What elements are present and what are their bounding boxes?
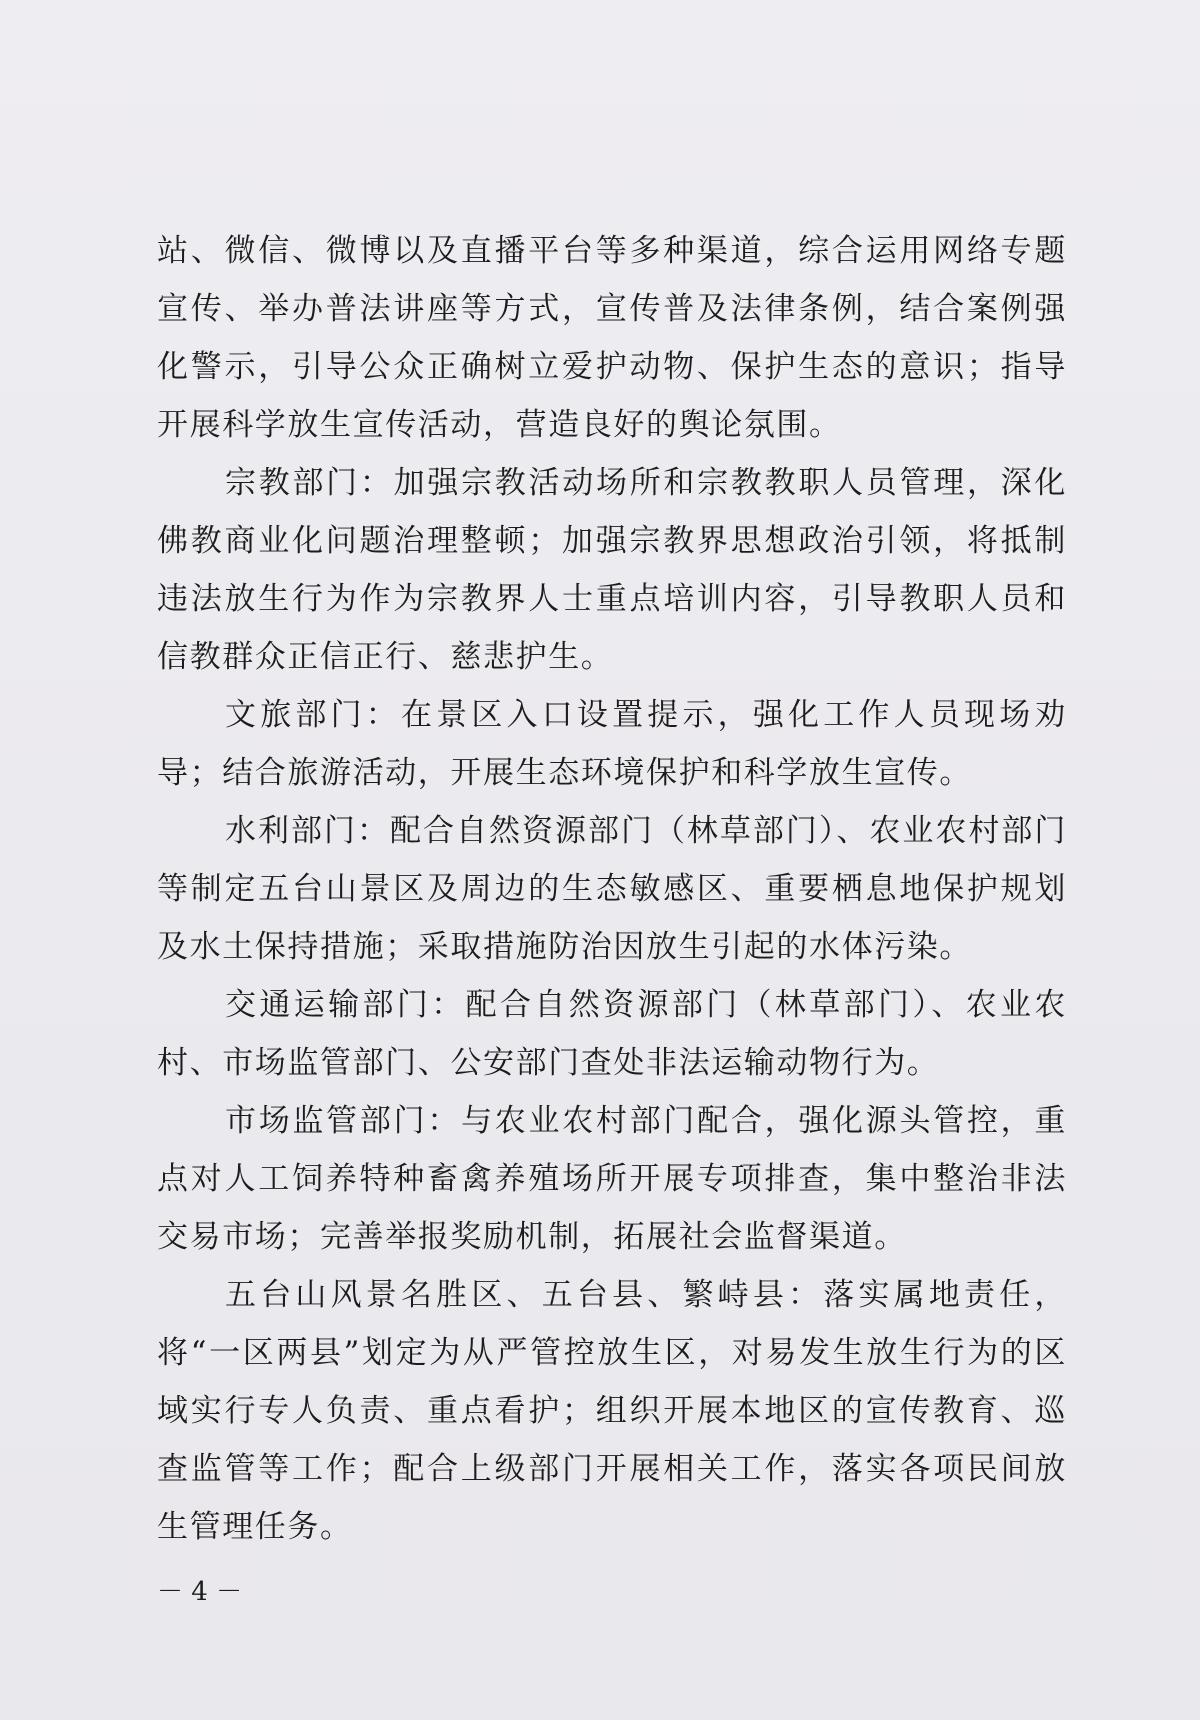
paragraph-transportation-department: 交通运输部门：配合自然资源部门（林草部门）、农业农村、市场监管部门、公安部门查处非法运输动物行为。	[157, 987, 1067, 1081]
paragraph-religion-department: 宗教部门：加强宗教活动场所和宗教教职人员管理，深化佛教商业化问题治理整顿；加强宗教界思想政治引领，将抵制违法放生行为作为宗教界人士重点培训内容，引导教职人员和信教群众正信正行、慈悲护生。	[157, 465, 1067, 675]
page-number: － 4 －	[157, 1577, 243, 1607]
document-body	[157, 222, 1067, 1556]
paragraph-market-regulation-department: 市场监管部门：与农业农村部门配合，强化源头管控，重点对人工饲养特种畜禽养殖场所开展专项排查，集中整治非法交易市场；完善举报奖励机制，拓展社会监督渠道。	[157, 1103, 1067, 1255]
paragraph-publicity-continued: 站、微信、微博以及直播平台等多种渠道，综合运用网络专题宣传、举办普法讲座等方式，宣传普及法律条例，结合案例强化警示，引导公众正确树立爱护动物、保护生态的意识；指导开展科学放生宣传活动，营造良好的舆论氛围。	[157, 233, 1067, 443]
paragraph-culture-tourism-department: 文旅部门：在景区入口设置提示，强化工作人员现场劝导；结合旅游活动，开展生态环境保护和科学放生宣传。	[157, 697, 1067, 791]
paragraph-water-resources-department: 水利部门：配合自然资源部门（林草部门）、农业农村部门等制定五台山景区及周边的生态敏感区、重要栖息地保护规划及水土保持措施；采取措施防治因放生引起的水体污染。	[157, 813, 1067, 965]
paragraph-wutaishan-counties: 五台山风景名胜区、五台县、繁峙县：落实属地责任，将“一区两县”划定为从严管控放生区，对易发生放生行为的区域实行专人负责、重点看护；组织开展本地区的宣传教育、巡查监管等工作；配合上级部门开展相关工作，落实各项民间放生管理任务。	[157, 1277, 1067, 1545]
